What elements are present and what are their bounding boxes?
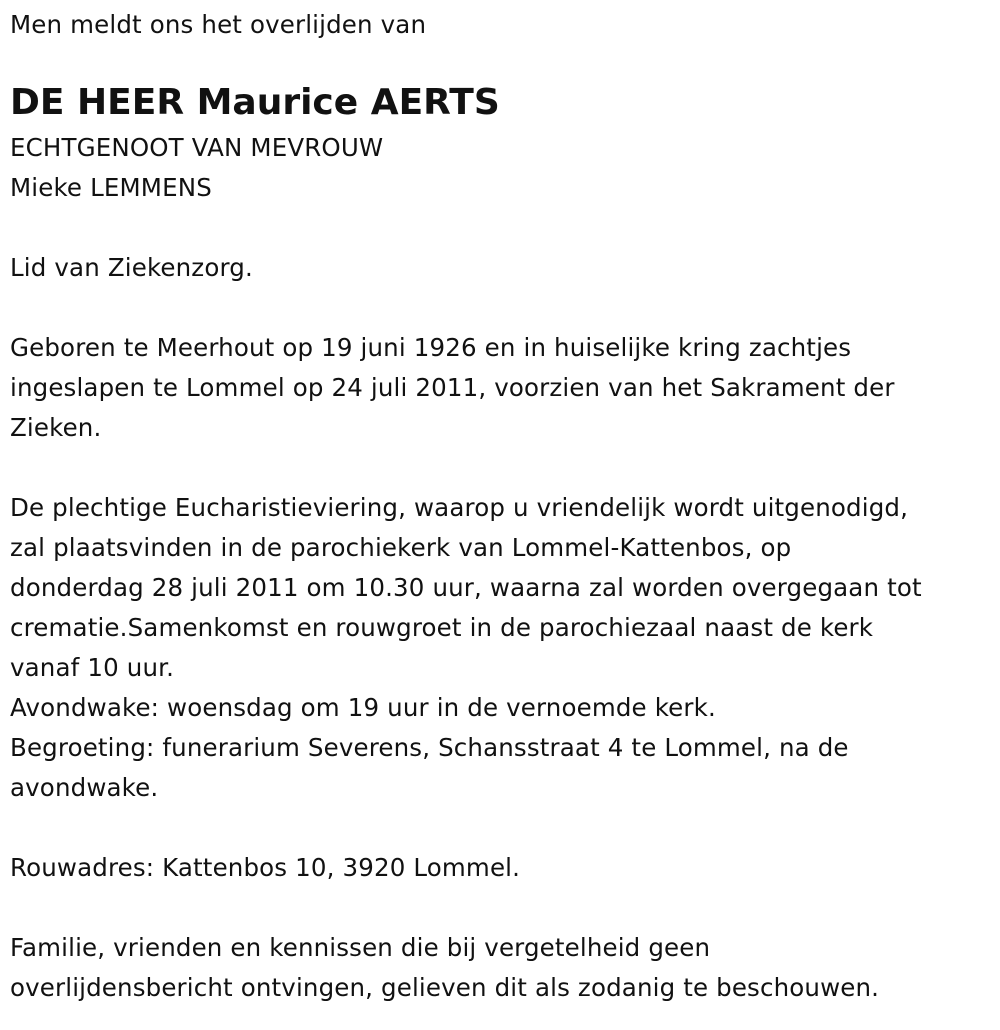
spouse-title: ECHTGENOOT VAN MEVROUW bbox=[10, 133, 384, 162]
death-notice bbox=[10, 0, 995, 1008]
spacer bbox=[10, 448, 995, 488]
spacer bbox=[10, 888, 995, 928]
paragraph-line: overlijdensbericht ontvingen, gelieven dit als zodanig te beschouwen. bbox=[10, 973, 880, 1002]
wake-line: Avondwake: woensdag om 19 uur in de vernoemde kerk. bbox=[10, 693, 716, 722]
paragraph-line: donderdag 28 juli 2011 om 10.30 uur, waarna zal worden overgegaan tot bbox=[10, 573, 922, 602]
membership-text: Lid van Ziekenzorg. bbox=[10, 253, 253, 282]
closing-paragraph bbox=[10, 928, 995, 1008]
paragraph-line: vanaf 10 uur. bbox=[10, 653, 175, 682]
intro-text: Men meldt ons het overlijden van bbox=[10, 10, 427, 39]
paragraph-line: avondwake. bbox=[10, 773, 159, 802]
spacer bbox=[10, 288, 995, 328]
paragraph-line: crematie.Samenkomst en rouwgroet in de parochiezaal naast de kerk bbox=[10, 613, 874, 642]
paragraph-line: Familie, vrienden en kennissen die bij vergetelheid geen bbox=[10, 933, 711, 962]
paragraph-line: zal plaatsvinden in de parochiekerk van Lommel-Kattenbos, op bbox=[10, 533, 792, 562]
paragraph-line: De plechtige Eucharistieviering, waarop u vriendelijk wordt uitgenodigd, bbox=[10, 493, 909, 522]
greeting-line: Begroeting: funerarium Severens, Schansstraat 4 te Lommel, na de bbox=[10, 733, 849, 762]
paragraph-line: Zieken. bbox=[10, 413, 102, 442]
spacer bbox=[10, 208, 995, 248]
spouse-name: Mieke LEMMENS bbox=[10, 173, 212, 202]
ceremony-paragraph bbox=[10, 488, 995, 808]
paragraph-line: ingeslapen te Lommel op 24 juli 2011, voorzien van het Sakrament der bbox=[10, 373, 895, 402]
paragraph-line: Geboren te Meerhout op 19 juni 1926 en in huiselijke kring zachtjes bbox=[10, 333, 852, 362]
mourning-address: Rouwadres: Kattenbos 10, 3920 Lommel. bbox=[10, 853, 521, 882]
spacer bbox=[10, 808, 995, 848]
birth-death-paragraph bbox=[10, 328, 995, 448]
deceased-name: DE HEER Maurice AERTS bbox=[10, 82, 500, 123]
